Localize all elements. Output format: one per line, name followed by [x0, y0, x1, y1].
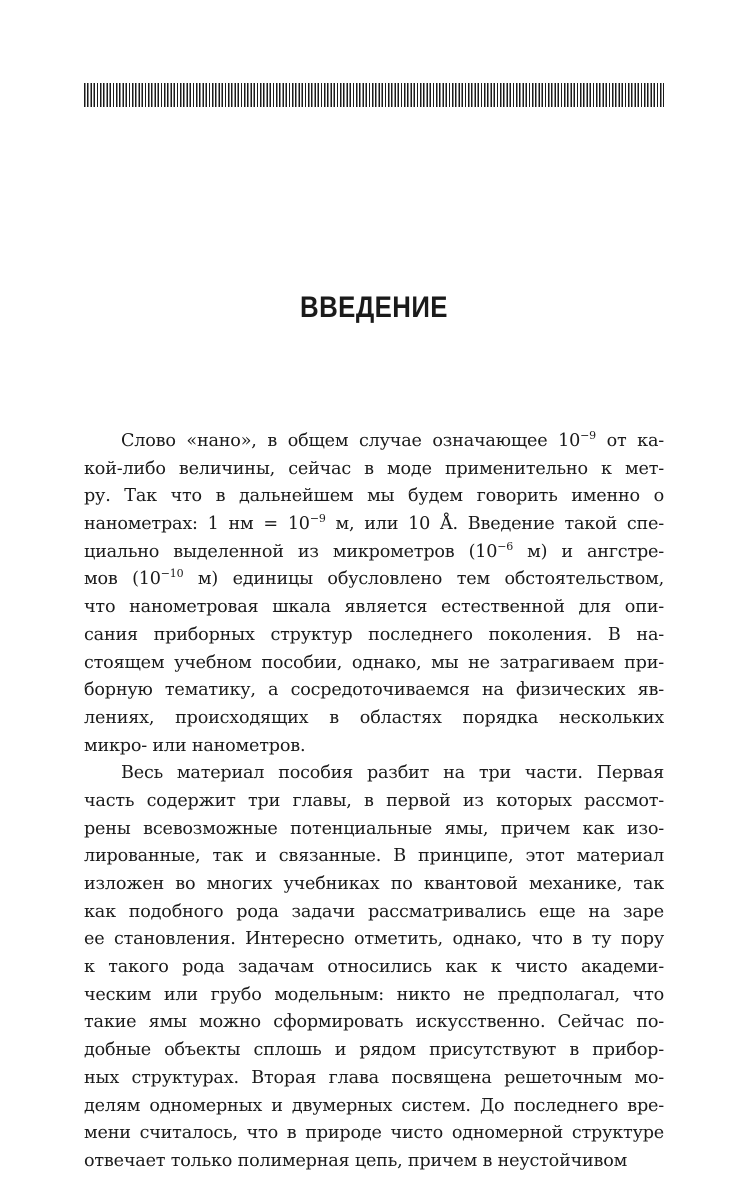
text-segment: лированные, так и связанные. В принципе, этот материал [84, 846, 664, 867]
text-line [84, 677, 664, 705]
text-segment: нанометрах: 1 нм = 10 [84, 514, 310, 535]
text-line [84, 511, 664, 539]
text-segment: часть содержит три главы, в первой из которых рассмот- [84, 790, 664, 811]
text-segment: делям одномерных и двумерных систем. До последнего вре- [84, 1095, 664, 1116]
text-line [84, 1009, 664, 1037]
chapter-title: ВВЕДЕНИЕ [300, 291, 448, 324]
text-segment: мов (10 [84, 569, 161, 590]
text-segment: борную тематику, а сосредоточиваемся на физических яв- [84, 680, 664, 701]
text-segment: ее становления. Интересно отметить, однако, что в ту пору [84, 929, 664, 950]
text-segment: кой-либо величины, сейчас в моде применительно к мет- [84, 458, 664, 479]
text-line [84, 760, 664, 788]
text-line [84, 1093, 664, 1121]
text-line [84, 788, 664, 816]
text-segment: как подобного рода задачи рассматривались еще на заре [84, 901, 664, 922]
body-text [84, 428, 664, 1176]
text-segment: мени считалось, что в природе чисто одномерной структуре [84, 1123, 664, 1144]
text-segment: циально выделенной из микрометров (10 [84, 541, 498, 562]
text-segment: ческим или грубо модельным: никто не предполагал, что [84, 984, 664, 1005]
text-line [84, 622, 664, 650]
text-segment: ных структурах. Вторая глава посвящена решеточным мо- [84, 1067, 664, 1088]
text-segment: ру. Так что в дальнейшем мы будем говорить именно о [84, 486, 664, 507]
text-segment: м) и ангстре- [513, 541, 664, 562]
text-segment: Слово «нано», в общем случае означающее 10 [121, 431, 581, 451]
text-line [84, 650, 664, 678]
decorative-header-rule [84, 83, 664, 107]
text-segment: микро- или нанометров. [84, 735, 306, 756]
text-segment: к такого рода задачам относились как к чисто академи- [84, 957, 664, 978]
text-segment: отвечает только полимерная цепь, причем в неустойчивом [84, 1150, 628, 1171]
text-segment: от ка- [595, 431, 665, 451]
text-segment: лениях, происходящих в областях порядка нескольких [84, 707, 664, 728]
text-segment: такие ямы можно сформировать искусственно. Сейчас по- [84, 1012, 664, 1033]
text-line [84, 926, 664, 954]
text-segment: м) единицы обусловлено тем обстоятельством, [183, 569, 664, 590]
text-segment: добные объекты сплошь и рядом присутствуют в прибор- [84, 1040, 664, 1061]
text-segment: Весь материал пособия разбит на три части. Первая [121, 763, 664, 784]
exponent: −9 [580, 429, 596, 442]
exponent: −6 [497, 539, 514, 553]
text-line [84, 1065, 664, 1093]
text-line [84, 705, 664, 733]
text-line [84, 456, 664, 484]
text-segment: м, или 10 Å. Введение такой спе- [325, 514, 664, 535]
text-segment: стоящем учебном пособии, однако, мы не затрагиваем при- [84, 652, 664, 673]
exponent: −9 [309, 512, 326, 526]
paragraph [84, 760, 664, 1175]
text-line [84, 539, 664, 567]
text-segment: рены всевозможные потенциальные ямы, причем как изо- [84, 818, 664, 839]
text-line [84, 871, 664, 899]
text-line [84, 982, 664, 1010]
text-segment: что нанометровая шкала является естественной для опи- [84, 597, 664, 618]
text-line [84, 843, 664, 871]
text-line [84, 899, 664, 927]
text-segment: сания приборных структур последнего поколения. В на- [84, 624, 664, 645]
text-line [84, 1148, 664, 1176]
text-line [84, 483, 664, 511]
text-line [84, 594, 664, 622]
text-line [84, 733, 664, 761]
text-segment: изложен во многих учебниках по квантовой механике, так [84, 874, 664, 894]
text-line [84, 1120, 664, 1148]
text-line [84, 566, 664, 594]
text-line [84, 1037, 664, 1065]
text-line [84, 816, 664, 844]
paragraph [84, 428, 664, 760]
exponent: −10 [160, 567, 184, 581]
text-line [84, 428, 664, 456]
text-line [84, 954, 664, 982]
